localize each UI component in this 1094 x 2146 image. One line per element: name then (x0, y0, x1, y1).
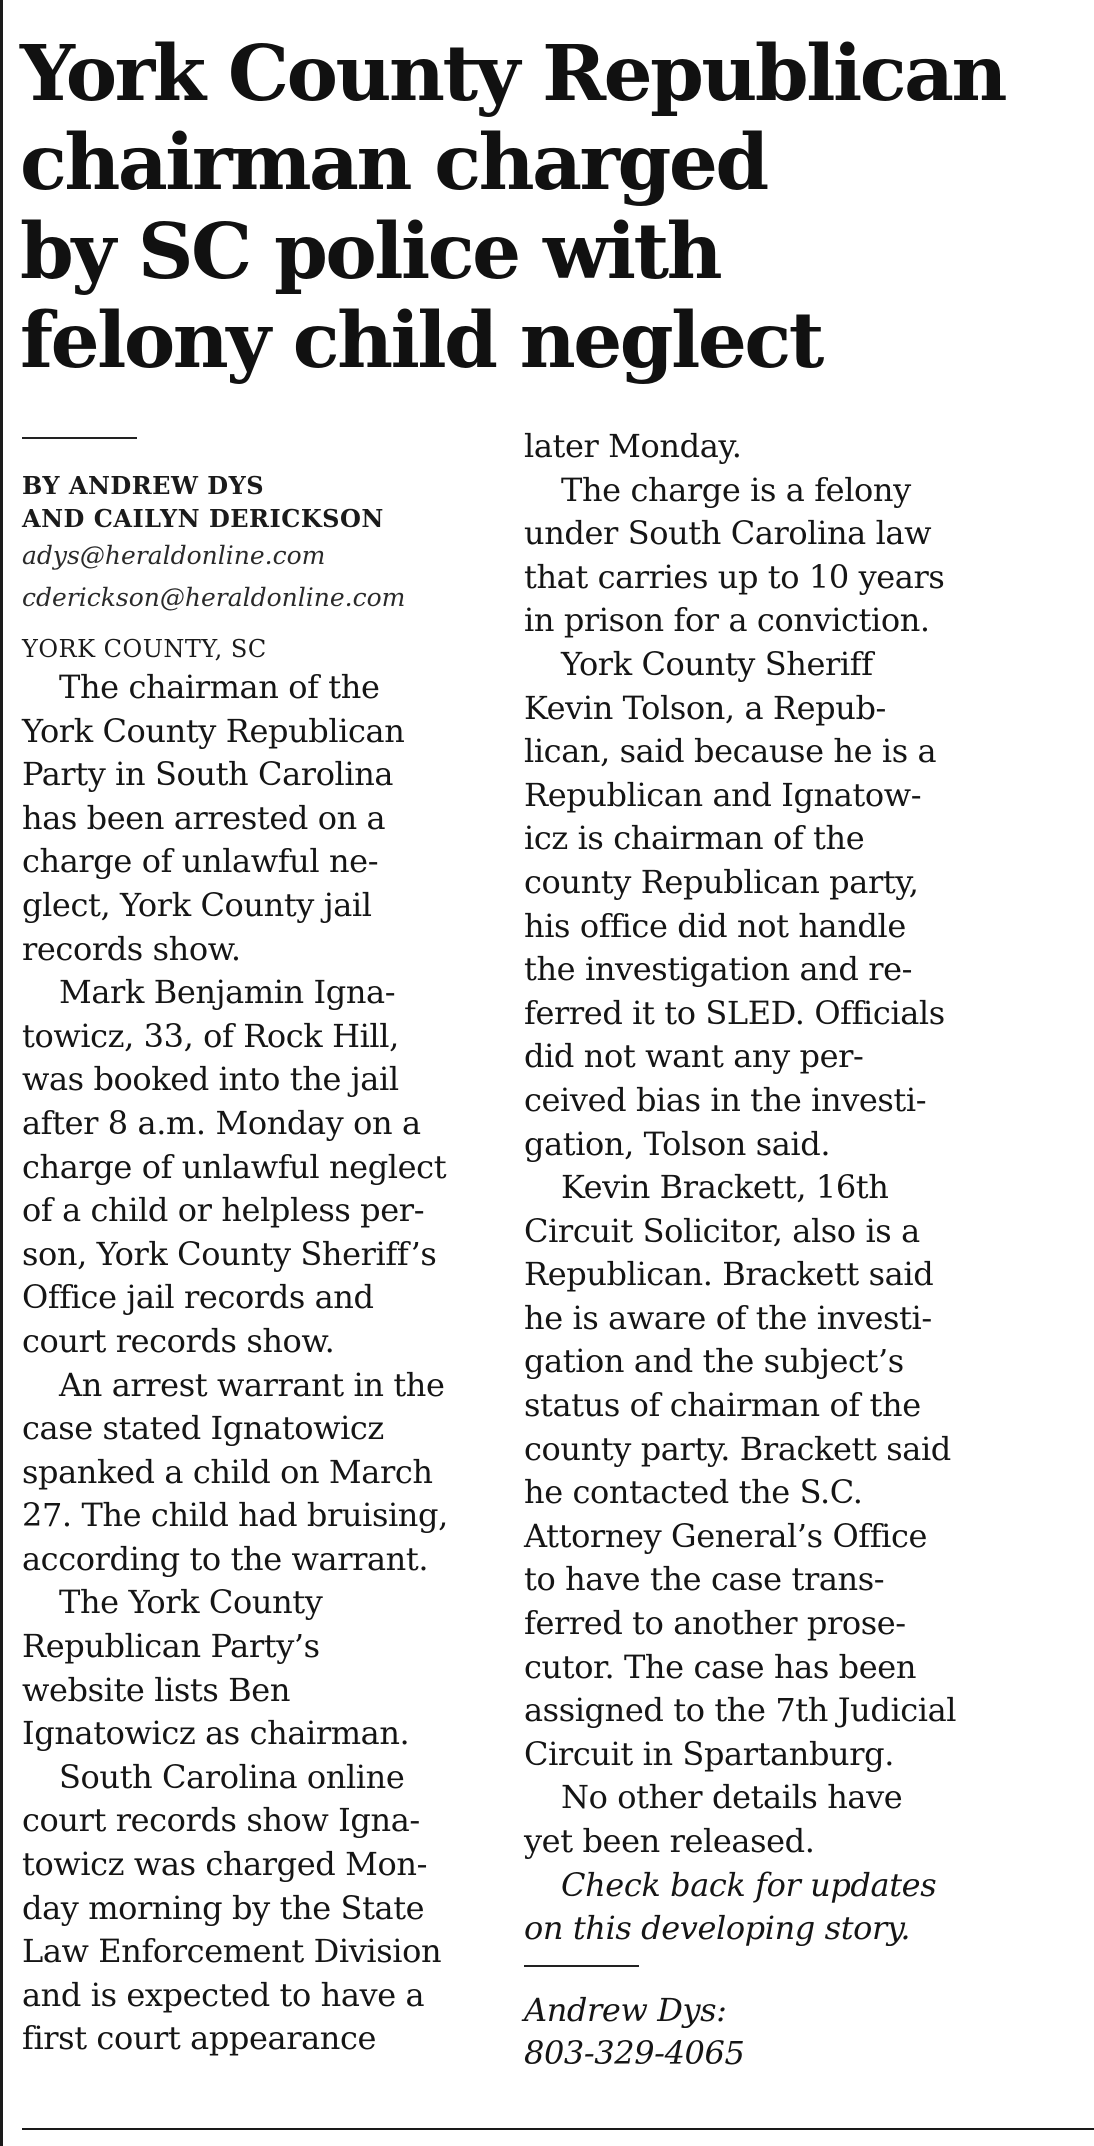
left-column-rule (0, 0, 3, 2146)
body-line: ferred it to SLED. Officials (524, 993, 945, 1032)
body-line: case stated Ignatowicz (22, 1409, 384, 1448)
body-line: charge of unlawful ne- (22, 842, 379, 881)
author-email[interactable]: adys@heraldonline.com (22, 541, 326, 570)
body-line: glect, York County jail (22, 885, 372, 924)
body-line: has been arrested on a (22, 798, 386, 837)
body-line: gation, Tolson said. (524, 1124, 831, 1163)
body-line: The charge is a felony (561, 470, 911, 509)
body-line: 27. The child had bruising, (22, 1496, 448, 1535)
body-line: status of chairman of the (524, 1386, 921, 1425)
body-line: icz is chairman of the (524, 819, 865, 858)
body-line: county Republican party, (524, 862, 919, 901)
body-line: spanked a child on March (22, 1452, 433, 1491)
body-line: Republican. Brackett said (524, 1255, 934, 1294)
body-line: court records show. (22, 1321, 335, 1360)
body-line: ferred to another prose- (524, 1604, 906, 1643)
body-line: to have the case trans- (524, 1560, 885, 1599)
body-line: The York County (59, 1583, 323, 1622)
body-line: cutor. The case has been (524, 1647, 917, 1686)
contact-rule (524, 1965, 639, 1967)
body-line: assigned to the 7th Judicial (524, 1691, 957, 1730)
body-line: first court appearance (22, 2019, 377, 2058)
body-line: Law Enforcement Division (22, 1932, 442, 1971)
body-line: son, York County Sheriff’s (22, 1234, 437, 1273)
body-line: of a child or helpless per- (22, 1191, 425, 1230)
byline-author: AND CAILYN DERICKSON (22, 504, 384, 533)
headline-line: chairman charged (20, 118, 767, 208)
body-line: Republican and Ignatow- (524, 775, 922, 814)
article-left-column (22, 425, 497, 2061)
body-line: did not want any per- (524, 1037, 864, 1076)
body-line: after 8 a.m. Monday on a (22, 1103, 421, 1142)
byline-author: BY ANDREW DYS (22, 471, 265, 500)
body-line: under South Carolina law (524, 514, 932, 553)
bottom-rule (22, 2128, 1094, 2130)
body-line: charge of unlawful neglect (22, 1147, 447, 1186)
body-line: county party. Brackett said (524, 1429, 951, 1468)
body-line: No other details have (561, 1778, 903, 1817)
headline (20, 30, 1080, 386)
body-line: Attorney General’s Office (524, 1516, 928, 1555)
body-line: according to the warrant. (22, 1539, 429, 1578)
headline-line: felony child neglect (20, 296, 822, 386)
body-line: An arrest warrant in the (59, 1365, 445, 1404)
contact-phone[interactable]: 803-329-4065 (524, 2034, 745, 2073)
body-line: Mark Benjamin Igna- (59, 973, 396, 1012)
body-line: that carries up to 10 years (524, 557, 945, 596)
body-line: was booked into the jail (22, 1060, 399, 1099)
body-line: court records show Igna- (22, 1801, 420, 1840)
dateline: YORK COUNTY, SC (22, 635, 267, 663)
headline-line: by SC police with (20, 207, 721, 297)
body-line: Office jail records and (22, 1278, 374, 1317)
editor-note: Check back for updates (561, 1865, 937, 1904)
article-right-column (524, 425, 1084, 2076)
body-line: Kevin Tolson, a Repub- (524, 688, 886, 727)
body-line: York County Republican (22, 711, 405, 750)
body-line: South Carolina online (59, 1757, 405, 1796)
body-line: the investigation and re- (524, 950, 913, 989)
headline-line: York County Republican (20, 29, 1005, 119)
body-line: York County Sheriff (561, 644, 873, 683)
body-line: Republican Party’s (22, 1627, 320, 1666)
body-line: he is aware of the investi- (524, 1298, 932, 1337)
body-line: ceived bias in the investi- (524, 1080, 927, 1119)
body-line: he contacted the S.C. (524, 1473, 863, 1512)
contact-name: Andrew Dys: (524, 1990, 727, 2029)
body-line: website lists Ben (22, 1670, 291, 1709)
body-line: Ignatowicz as chairman. (22, 1714, 410, 1753)
body-line: towicz, 33, of Rock Hill, (22, 1016, 399, 1055)
body-line: records show. (22, 929, 241, 968)
body-line: Party in South Carolina (22, 755, 394, 794)
body-line: later Monday. (524, 427, 742, 465)
body-line: Kevin Brackett, 16th (561, 1168, 889, 1207)
author-email[interactable]: cderickson@heraldonline.com (22, 583, 406, 612)
body-line: The chairman of the (59, 668, 380, 706)
body-line: in prison for a conviction. (524, 601, 930, 640)
body-line: Circuit in Spartanburg. (524, 1734, 895, 1773)
body-line: towicz was charged Mon- (22, 1845, 428, 1884)
body-line: yet been released. (524, 1822, 815, 1860)
body-line: and is expected to have a (22, 1975, 425, 2014)
body-line: lican, said because he is a (524, 732, 937, 771)
editor-note: on this developing story. (524, 1909, 911, 1948)
body-line: his office did not handle (524, 906, 906, 945)
body-line: Circuit Solicitor, also is a (524, 1211, 920, 1250)
body-line: gation and the subject’s (524, 1342, 904, 1381)
body-line: day morning by the State (22, 1888, 425, 1927)
